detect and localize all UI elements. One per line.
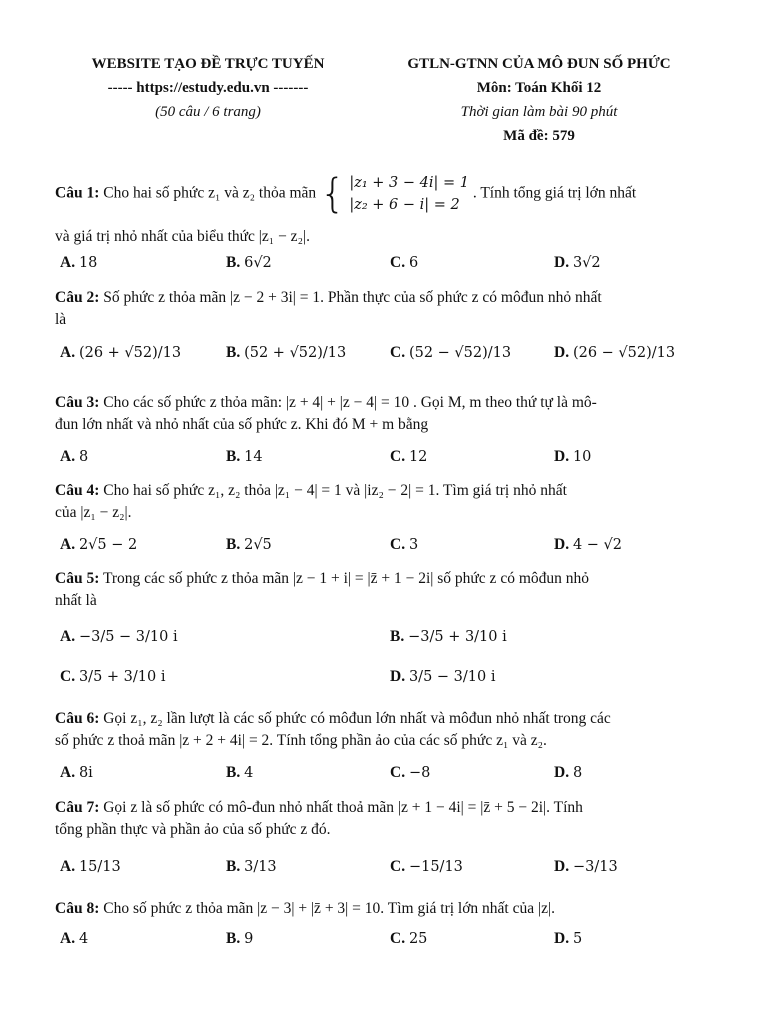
option-letter: D. — [554, 858, 573, 875]
website-url: ----- https://estudy.edu.vn ------- — [107, 80, 309, 96]
question-label: Câu 5: — [55, 570, 100, 587]
option-d[interactable] — [554, 448, 591, 466]
equation-2: |z₂ + 6 − i| = 2 — [349, 197, 460, 213]
question-text-cont: nhất là — [55, 592, 97, 609]
option-value: 8 — [572, 765, 583, 781]
question-text: Gọi z₁, z₂ lần lượt là các số phức có môđun lớn nhất và môđun nhỏ nhất trong các — [103, 710, 611, 727]
equation-1: |z₁ + 3 − 4i| = 1 — [349, 175, 469, 191]
option-c[interactable] — [390, 858, 463, 876]
question-text: Cho các số phức z thỏa mãn: |z + 4| + |z − 4| = 10 . Gọi M, m theo thứ tự là mô- — [103, 394, 597, 411]
options-5-row1 — [60, 628, 710, 650]
question-text: Cho hai số phức z₁ và z₂ thỏa mãn — [103, 184, 317, 202]
options-4 — [60, 536, 710, 558]
option-b[interactable] — [226, 254, 272, 272]
option-a[interactable] — [60, 536, 137, 554]
option-value: 3/13 — [244, 859, 277, 875]
option-value: 9 — [244, 931, 254, 947]
option-letter: A. — [60, 536, 79, 553]
question-text-cont: của |z₁ − z₂|. — [55, 504, 132, 521]
option-value: 15/13 — [78, 859, 121, 875]
option-value: (26 − √52)/13 — [572, 345, 676, 361]
option-letter: A. — [60, 254, 79, 271]
option-letter: A. — [60, 628, 79, 645]
option-d[interactable] — [554, 254, 601, 272]
option-letter: A. — [60, 448, 79, 465]
question-6 — [55, 708, 715, 752]
option-value: 4 — [244, 765, 254, 781]
option-value: 14 — [244, 449, 263, 465]
option-b[interactable] — [226, 930, 253, 948]
option-letter: D. — [554, 764, 573, 781]
option-d[interactable] — [554, 536, 622, 554]
exam-info: (50 câu / 6 trang) — [155, 104, 261, 120]
question-label: Câu 8: — [55, 900, 100, 917]
options-6 — [60, 764, 710, 786]
option-letter: D. — [554, 536, 573, 553]
question-label: Câu 1: — [55, 184, 100, 202]
option-letter: C. — [390, 254, 409, 271]
question-text-cont: số phức z thoả mãn |z + 2 + 4i| = 2. Tính tổng phần ảo của các số phức z₁ và z₂. — [55, 732, 547, 749]
option-b[interactable] — [226, 764, 253, 782]
equation-system — [349, 172, 469, 216]
options-2 — [60, 344, 710, 384]
question-text: Trong các số phức z thỏa mãn |z − 1 + i| = |z̄ + 1 − 2i| số phức z có môđun nhỏ — [102, 570, 590, 587]
option-value: 8 — [78, 449, 89, 465]
question-label: Câu 3: — [55, 394, 100, 411]
option-value: −15/13 — [408, 859, 463, 875]
question-text-cont: là — [55, 311, 67, 328]
option-b[interactable] — [226, 858, 277, 876]
question-label: Câu 6: — [55, 710, 100, 727]
option-letter: B. — [226, 254, 245, 271]
question-1-line2 — [55, 226, 715, 248]
question-3 — [55, 392, 715, 436]
option-letter: D. — [554, 448, 573, 465]
option-value: 6 — [408, 255, 419, 271]
exam-time: Thời gian làm bài 90 phút — [460, 104, 618, 120]
option-a[interactable] — [60, 858, 121, 876]
system-brace: { — [320, 171, 346, 217]
option-value: −8 — [408, 765, 431, 781]
option-letter: A. — [60, 764, 79, 781]
option-letter: C. — [390, 536, 409, 553]
option-letter: D. — [554, 254, 573, 271]
option-letter: B. — [226, 764, 245, 781]
option-value: 3/5 − 3/10 i — [408, 669, 496, 685]
website-title: WEBSITE TẠO ĐỀ TRỰC TUYẾN — [91, 56, 325, 72]
option-a[interactable] — [60, 930, 88, 948]
option-c[interactable] — [390, 448, 427, 466]
option-value: (52 − √52)/13 — [408, 345, 512, 361]
question-text: và giá trị nhỏ nhất của biểu thức |z₁ − z₂|. — [55, 228, 310, 245]
option-c[interactable] — [390, 764, 430, 782]
option-letter: D. — [554, 344, 573, 361]
question-label: Câu 4: — [55, 482, 100, 499]
option-letter: D. — [554, 930, 573, 947]
header-right — [380, 54, 698, 150]
option-value: (52 + √52)/13 — [244, 345, 347, 361]
question-text-cont: . Tính tổng giá trị lớn nhất — [472, 184, 637, 202]
option-c[interactable] — [390, 344, 511, 362]
option-value: 4 − √2 — [572, 537, 623, 553]
header-left — [58, 54, 358, 126]
options-3 — [60, 448, 710, 470]
option-c[interactable] — [390, 536, 418, 554]
option-value: 25 — [408, 931, 428, 947]
question-7 — [55, 797, 715, 841]
option-value: −3/5 + 3/10 i — [408, 629, 507, 645]
option-letter: A. — [60, 858, 79, 875]
option-value: 5 — [572, 931, 583, 947]
option-value: 2√5 − 2 — [78, 537, 138, 553]
question-text: Cho hai số phức z₁, z₂ thỏa |z₁ − 4| = 1 và |iz₂ − 2| = 1. Tìm giá trị nhỏ nhất — [103, 482, 567, 499]
option-value: 18 — [78, 255, 98, 271]
option-letter: D. — [390, 668, 409, 685]
option-letter: B. — [390, 628, 409, 645]
option-value: −3/13 — [572, 859, 618, 875]
option-letter: C. — [390, 930, 409, 947]
option-letter: B. — [226, 536, 245, 553]
option-d[interactable] — [554, 930, 582, 948]
option-value: 6√2 — [244, 255, 272, 271]
option-c[interactable] — [390, 930, 427, 948]
option-letter: C. — [390, 448, 409, 465]
option-value: 3√2 — [572, 255, 601, 271]
question-8 — [55, 898, 715, 920]
option-b[interactable] — [390, 628, 507, 646]
option-c[interactable] — [390, 254, 418, 272]
question-2 — [55, 287, 715, 331]
option-c[interactable] — [60, 668, 165, 686]
option-b[interactable] — [226, 344, 346, 362]
question-label: Câu 2: — [55, 289, 100, 306]
option-letter: B. — [226, 344, 245, 361]
question-5 — [55, 568, 715, 612]
exam-subject: Môn: Toán Khối 12 — [476, 80, 602, 96]
question-4 — [55, 480, 715, 524]
option-value: 2√5 — [244, 537, 272, 553]
option-d[interactable] — [554, 344, 675, 362]
option-value: 10 — [572, 449, 592, 465]
option-letter: C. — [390, 764, 409, 781]
option-b[interactable] — [226, 448, 263, 466]
options-8 — [60, 930, 710, 952]
option-value: −3/5 − 3/10 i — [78, 629, 178, 645]
option-value: 8i — [78, 765, 93, 781]
option-a[interactable] — [60, 344, 181, 362]
options-7 — [60, 858, 710, 880]
question-text: Cho số phức z thỏa mãn |z − 3| + |z̄ + 3| = 10. Tìm giá trị lớn nhất của |z|. — [103, 900, 555, 917]
option-letter: C. — [390, 858, 409, 875]
option-d[interactable] — [554, 858, 618, 876]
option-a[interactable] — [60, 254, 97, 272]
option-value: 3 — [408, 537, 419, 553]
question-label: Câu 7: — [55, 799, 100, 816]
option-letter: B. — [226, 858, 245, 875]
exam-title: GTLN-GTNN CỦA MÔ ĐUN SỐ PHỨC — [407, 56, 671, 72]
option-d[interactable] — [554, 764, 582, 782]
option-value: 12 — [408, 449, 428, 465]
option-value: (26 + √52)/13 — [78, 345, 182, 361]
option-d[interactable] — [390, 668, 495, 686]
question-text-cont: tổng phần thực và phần ảo của số phức z đó. — [55, 821, 331, 838]
option-b[interactable] — [226, 536, 272, 554]
exam-code: Mã đề: 579 — [503, 128, 575, 144]
question-text: Gọi z là số phức có mô-đun nhỏ nhất thoả mãn |z + 1 − 4i| = |z̄ + 5 − 2i|. Tính — [103, 799, 583, 816]
options-5-row2 — [60, 668, 710, 690]
option-a[interactable] — [60, 764, 93, 782]
question-text: Số phức z thỏa mãn |z − 2 + 3i| = 1. Phần thực của số phức z có môđun nhỏ nhất — [103, 289, 602, 306]
option-letter: C. — [390, 344, 409, 361]
question-text-cont: đun lớn nhất và nhỏ nhất của số phức z. Khi đó M + m bằng — [55, 416, 429, 433]
option-letter: C. — [60, 668, 79, 685]
question-1 — [55, 172, 715, 216]
option-value: 4 — [78, 931, 89, 947]
option-a[interactable] — [60, 628, 178, 646]
options-1 — [60, 254, 710, 276]
option-letter: A. — [60, 930, 79, 947]
option-letter: B. — [226, 930, 245, 947]
option-a[interactable] — [60, 448, 88, 466]
option-letter: A. — [60, 344, 79, 361]
option-value: 3/5 + 3/10 i — [78, 669, 166, 685]
option-letter: B. — [226, 448, 245, 465]
